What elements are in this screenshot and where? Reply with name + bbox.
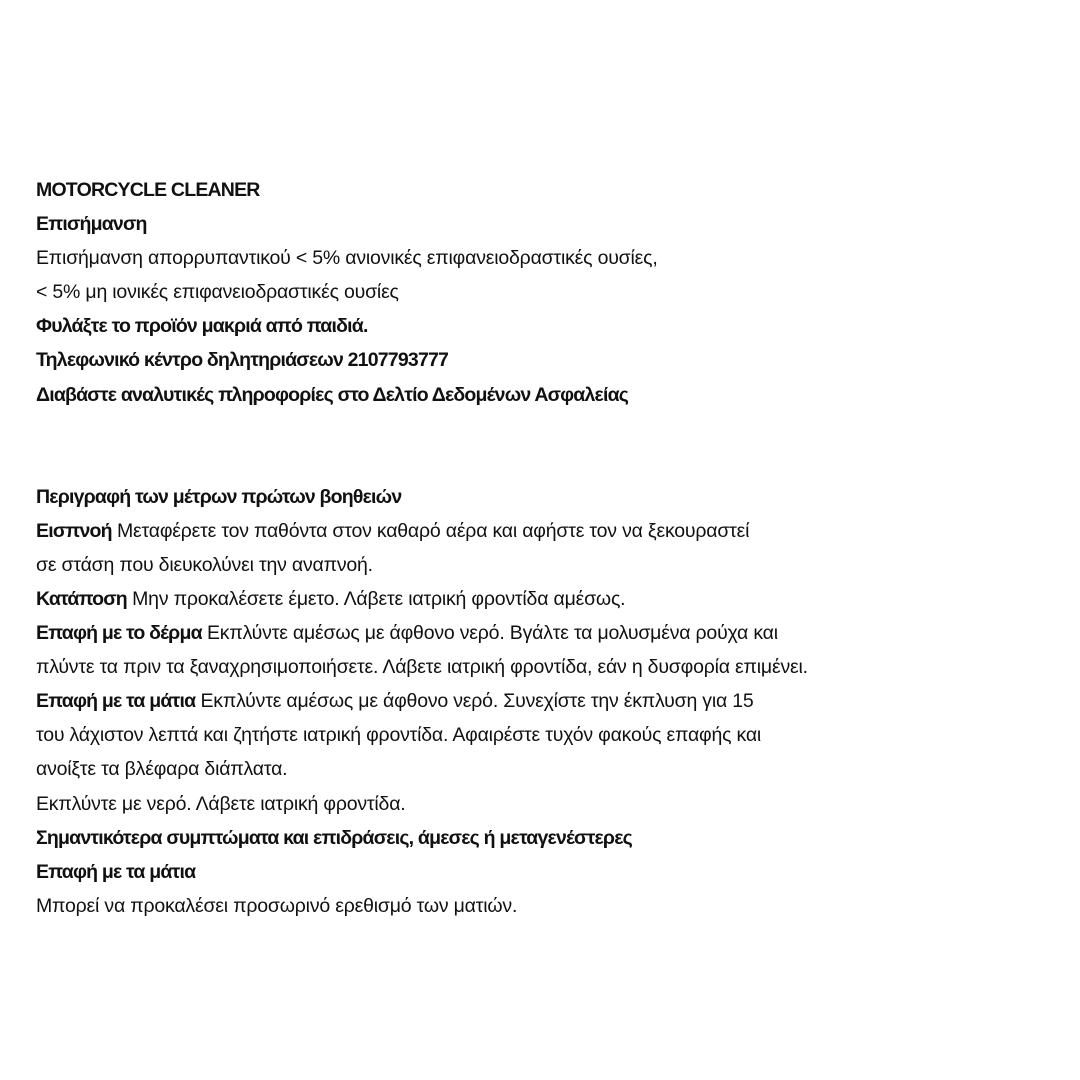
inhalation-label: Εισπνοή: [36, 519, 112, 542]
detergent-labelling-line-2: < 5% μη ιονικές επιφανειοδραστικές ουσίες: [36, 281, 399, 304]
eye-contact-line-1: [36, 684, 1066, 718]
symptoms-eye-contact-text: Μπορεί να προκαλέσει προσωρινό ερεθισμό των ματιών.: [36, 894, 518, 917]
skin-contact-text: Εκπλύντε αμέσως με άφθονο νερό. Βγάλτε τα μολυσμένα ρούχα και: [201, 622, 778, 645]
ingestion-label: Κατάποση: [36, 587, 127, 610]
product-name: MOTORCYCLE CLEANER: [36, 179, 260, 201]
section-spacer: [36, 412, 1066, 480]
poison-centre-phone: Τηλεφωνικό κέντρο δηλητηριάσεων 2107793777: [36, 349, 449, 372]
ingestion-line: [36, 582, 1066, 616]
keep-away-from-children: Φυλάξτε το προϊόν μακριά από παιδιά.: [36, 315, 368, 338]
first-aid-heading: Περιγραφή των μέτρων πρώτων βοηθειών: [36, 485, 402, 508]
skin-contact-line-2: πλύντε τα πριν τα ξαναχρησιμοποιήσετε. Λάβετε ιατρική φροντίδα, εάν η δυσφορία επιμένει.: [36, 656, 808, 679]
read-safety-data-sheet: Διαβάστε αναλυτικές πληροφορίες στο Δελτίο Δεδομένων Ασφαλείας: [36, 383, 629, 406]
labelling-heading: Επισήμανση: [36, 213, 147, 236]
skin-contact-label: Επαφή με το δέρμα: [36, 622, 202, 645]
eye-contact-label: Επαφή με τα μάτια: [36, 690, 196, 713]
eye-contact-line-3: ανοίξτε τα βλέφαρα διάπλατα.: [36, 758, 288, 781]
symptoms-eye-contact-label: Επαφή με τα μάτια: [36, 860, 196, 883]
eye-contact-line-2: του λάχιστον λεπτά και ζητήστε ιατρική φροντίδα. Αφαιρέστε τυχόν φακούς επαφής και: [36, 724, 762, 747]
rinse-line: Εκπλύντε με νερό. Λάβετε ιατρική φροντίδα.: [36, 792, 406, 815]
eye-contact-text: Εκπλύντε αμέσως με άφθονο νερό. Συνεχίστε την έκπλυση για 15: [195, 690, 754, 713]
ingestion-text: Μην προκαλέσετε έμετο. Λάβετε ιατρική φροντίδα αμέσως.: [126, 587, 626, 610]
detergent-labelling-line-1: Επισήμανση απορρυπαντικού < 5% ανιονικές επιφανειοδραστικές ουσίες,: [36, 247, 658, 270]
inhalation-text: Μεταφέρετε τον παθόντα στον καθαρό αέρα και αφήστε τον να ξεκουραστεί: [111, 519, 750, 542]
document-body: [36, 173, 1066, 923]
skin-contact-line-1: [36, 616, 1066, 650]
inhalation-line-2: σε στάση που διευκολύνει την αναπνοή.: [36, 553, 373, 576]
inhalation-line-1: [36, 514, 1066, 548]
symptoms-heading: Σημαντικότερα συμπτώματα και επιδράσεις, άμεσες ή μεταγενέστερες: [36, 826, 632, 849]
